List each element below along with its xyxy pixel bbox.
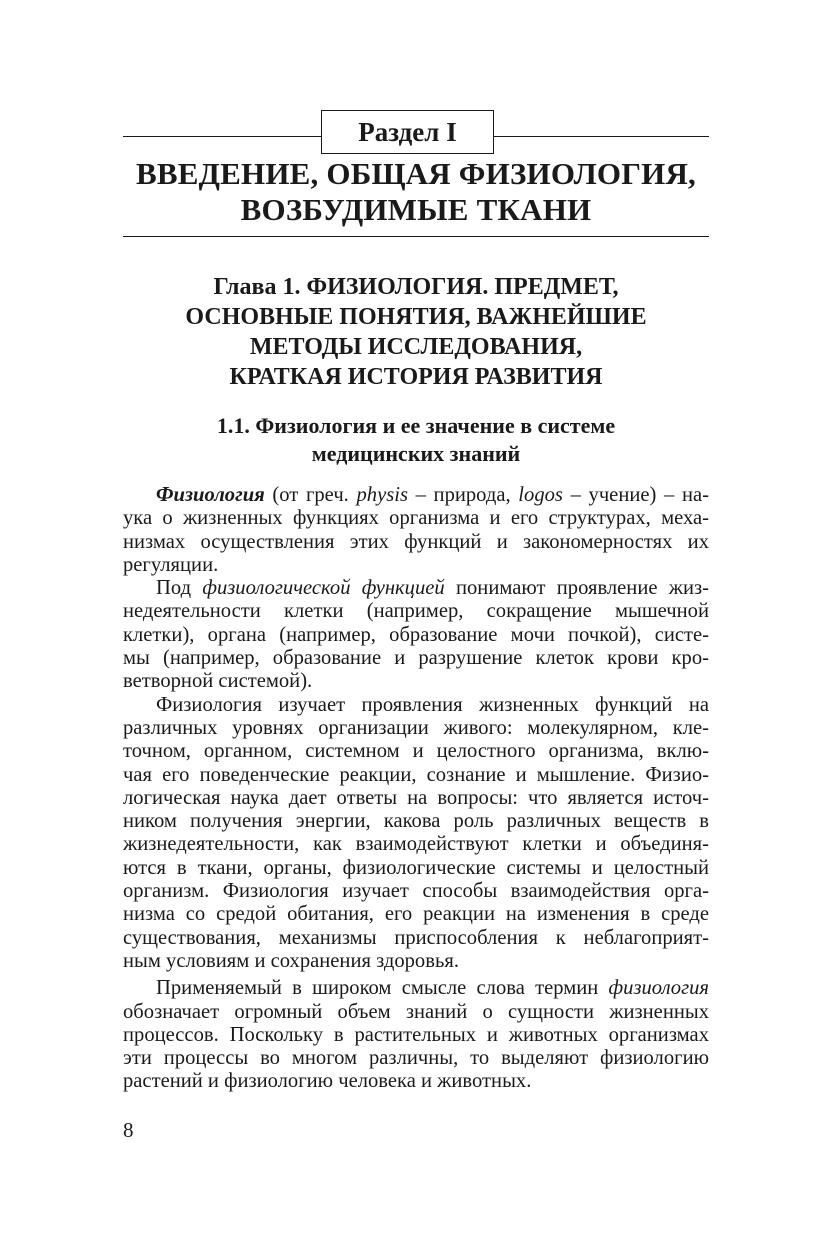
subsection-title-line: 1.1. Физиология и ее значение в системе — [216, 413, 616, 438]
text-line — [123, 484, 709, 507]
page-number: 8 — [123, 1118, 134, 1142]
part-title-rule — [123, 236, 709, 237]
section-rule-left — [123, 136, 321, 137]
text-line: чая его поведенческие реакции, сознание и мышление. Физио- — [123, 763, 709, 786]
part-title — [123, 156, 709, 228]
text-line: точном, органном, системном и целостного организма, вклю- — [123, 740, 709, 763]
chapter-title-line: МЕТОДЫ ИССЛЕДОВАНИЯ, — [249, 334, 583, 360]
text-line: клетки), органа (например, образование мочи почкой), систе- — [123, 623, 709, 646]
part-title-line: ВВЕДЕНИЕ, ОБЩАЯ ФИЗИОЛОГИЯ, — [136, 156, 696, 191]
text-line: Физиология изучает проявления жизненных функций на — [156, 693, 709, 716]
text-line: эти процессы во многом различны, то выделяют физиологию — [123, 1047, 709, 1070]
text-line: ются в ткани, органы, физиологические системы и целостный — [123, 856, 709, 879]
text-line: существования, механизмы приспособления к неблагоприят- — [123, 926, 709, 949]
chapter-title-line: КРАТКАЯ ИСТОРИЯ РАЗВИТИЯ — [229, 364, 603, 390]
text-line: ником получения энергии, какова роль различных веществ в — [123, 810, 709, 833]
section-header — [123, 110, 709, 160]
text-line: растений и физиологию человека и животных. — [123, 1070, 532, 1093]
text-span: – природа, — [407, 484, 519, 506]
text-line: обозначает огромный объем знаний о сущности жизненных — [123, 1000, 709, 1023]
term-physiological-function: физиологической функцией — [202, 577, 445, 600]
text-line: жизнедеятельности, как взаимодействуют клетки и объединя- — [123, 833, 709, 856]
text-line: ным условиям и сохранения здоровья. — [123, 949, 459, 972]
text-span: – учение) – на- — [562, 484, 709, 506]
text-line: низма со средой обитания, его реакции на изменения в среде — [123, 903, 709, 926]
paragraph-4 — [123, 977, 709, 1093]
subsection-title — [123, 412, 709, 468]
text-line: мы (например, образование и разрушение клеток крови кро- — [123, 647, 709, 670]
term-physiology: Физиология — [156, 484, 265, 506]
paragraph-2 — [123, 577, 709, 693]
term-logos: logos — [518, 484, 563, 506]
text-line: логическая наука дает ответы на вопросы: что является источ- — [123, 786, 709, 809]
section-label: Раздел I — [358, 116, 457, 147]
term-physiology-italic: физиология — [608, 977, 709, 1000]
part-title-line: ВОЗБУДИМЫЕ ТКАНИ — [240, 192, 592, 227]
text-line: ука о жизненных функциях организма и его структурах, меха- — [123, 507, 709, 530]
text-span: понимают проявление жиз- — [444, 577, 709, 600]
term-physis: physis — [356, 484, 408, 506]
text-line: низмах осуществления этих функций и закономерностях их — [123, 530, 709, 553]
text-line: недеятельности клетки (например, сокращение мышечной — [123, 600, 709, 623]
paragraph-3 — [123, 694, 709, 974]
body-text — [123, 484, 709, 1094]
section-rule-right — [494, 136, 709, 137]
section-label-box — [321, 110, 494, 154]
text-line: организм. Физиология изучает способы взаимодействия орга- — [123, 880, 709, 903]
paragraph-1 — [123, 484, 709, 577]
text-line — [123, 977, 709, 1000]
text-span: Применяемый в широком смысле слова термин — [156, 977, 609, 1000]
chapter-title-line: ОСНОВНЫЕ ПОНЯТИЯ, ВАЖНЕЙШИЕ — [185, 304, 647, 330]
text-line: различных уровнях организации живого: молекулярном, кле- — [123, 716, 709, 739]
chapter-title-line: Глава 1. ФИЗИОЛОГИЯ. ПРЕДМЕТ, — [213, 274, 619, 300]
text-span: Под — [156, 577, 203, 600]
text-line: ветворной системой). — [123, 670, 313, 693]
text-line: процессов. Поскольку в растительных и животных организмах — [123, 1023, 709, 1046]
subsection-title-line: медицинских знаний — [311, 441, 521, 466]
text-line — [123, 577, 709, 600]
text-span: (от греч. — [264, 484, 357, 506]
chapter-title — [123, 272, 709, 392]
text-line: регуляции. — [123, 553, 219, 576]
